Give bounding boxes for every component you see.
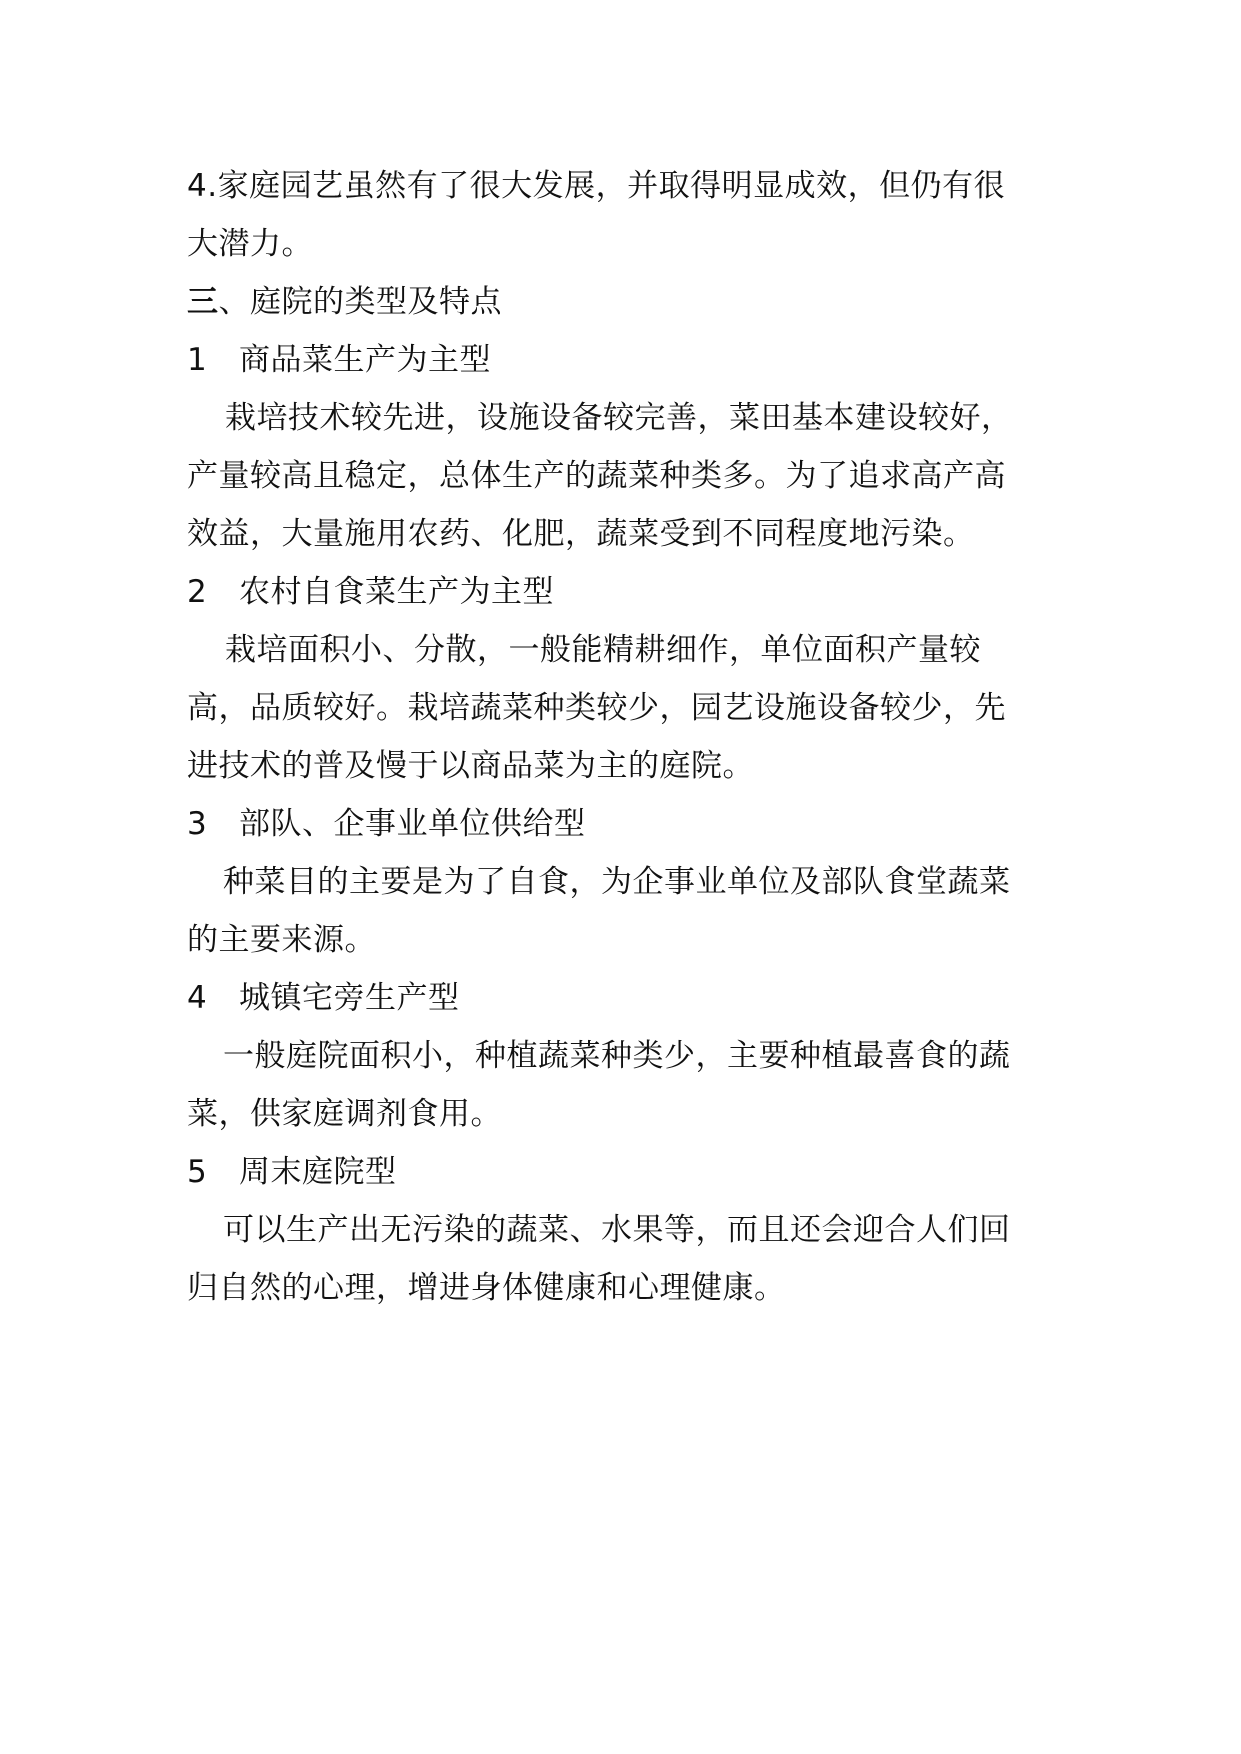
paragraph-line: 的主要来源。 [187,922,376,958]
paragraph-line: 高，品质较好。栽培蔬菜种类较少，园艺设施设备较少，先 [187,690,1006,726]
section-heading-text: 、庭院的类型及特点 [218,284,502,320]
subheading-number: 2 [187,574,208,610]
subheading-number: 3 [187,806,208,842]
subheading-text: 城镇宅旁生产型 [239,980,460,1016]
subheading-1 [187,340,491,380]
paragraph-line: 进技术的普及慢于以商品菜为主的庭院。 [187,748,754,784]
paragraph-line: 可以生产出无污染的蔬菜、水果等，而且还会迎合人们回 [223,1212,1011,1248]
paragraph-line: 归自然的心理，增进身体健康和心理健康。 [187,1270,786,1306]
subheading-5 [187,1152,397,1192]
paragraph-line: 效益，大量施用农药、化肥，蔬菜受到不同程度地污染。 [187,516,975,552]
subheading-text: 部队、企事业单位供给型 [239,806,586,842]
subheading-number: 5 [187,1154,208,1190]
subheading-text: 周末庭院型 [239,1154,397,1190]
subheading-number: 1 [187,342,208,378]
paragraph-line: 栽培面积小、分散，一般能精耕细作，单位面积产量较 [225,632,981,668]
subheading-text: 农村自食菜生产为主型 [239,574,554,610]
paragraph-line: 一般庭院面积小，种植蔬菜种类少，主要种植最喜食的蔬 [223,1038,1011,1074]
subheading-3 [187,804,586,844]
subheading-4 [187,978,460,1018]
subheading-2 [187,572,554,612]
section-heading [187,282,502,322]
section-heading-numeral: 三 [187,284,219,320]
paragraph-line: 种菜目的主要是为了自食，为企事业单位及部队食堂蔬菜 [223,864,1011,900]
paragraph-line: 大潜力。 [187,226,313,262]
subheading-number: 4 [187,980,208,1016]
paragraph-line: 栽培技术较先进，设施设备较完善，菜田基本建设较好， [225,400,1013,436]
paragraph-line: 4.家庭园艺虽然有了很大发展，并取得明显成效，但仍有很 [187,168,1006,204]
paragraph-line: 菜，供家庭调剂食用。 [187,1096,502,1132]
subheading-text: 商品菜生产为主型 [239,342,491,378]
paragraph-line: 产量较高且稳定，总体生产的蔬菜种类多。为了追求高产高 [187,458,1006,494]
